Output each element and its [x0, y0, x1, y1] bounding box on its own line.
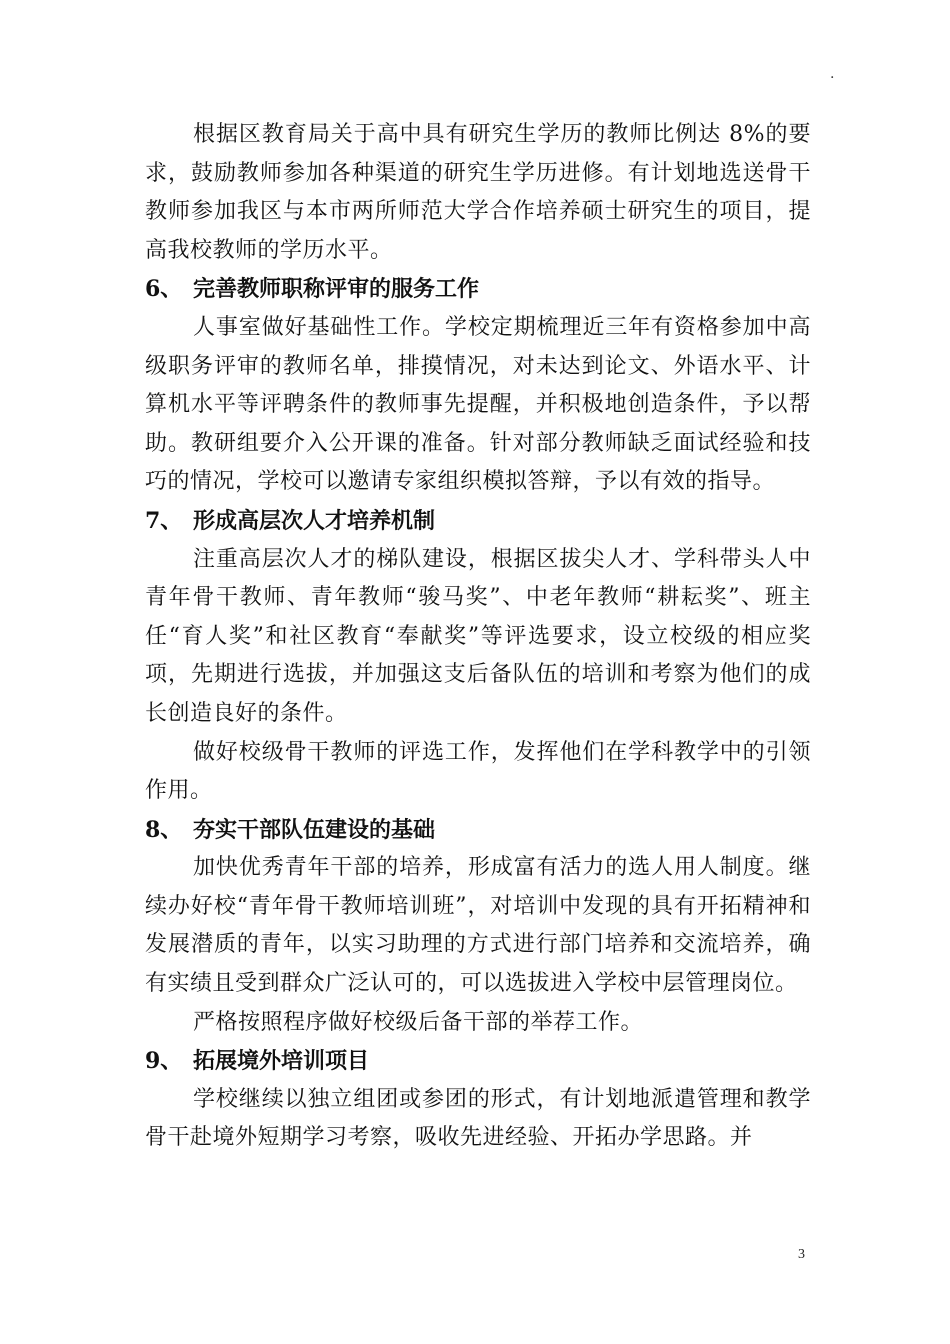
heading-text: 完善教师职称评审的服务工作 — [193, 276, 480, 303]
paragraph-reserve-cadres: 严格按照程序做好校级后备干部的举荐工作。 — [193, 1009, 644, 1035]
heading-number: 8、 — [145, 816, 183, 843]
top-mark: . — [830, 66, 835, 82]
paragraph-degree-study: 根据区教育局关于高中具有研究生学历的教师比例达 8%的要求，鼓励教师参加各种渠道的研究生学历进修。有计划地选送骨干教师参加我区与本市两所师范大学合作培养硕士研究生的项目，提高我校教师的学历水平。 — [145, 122, 811, 263]
heading-cadre-foundation — [145, 811, 811, 850]
heading-text: 拓展境外培训项目 — [193, 1048, 370, 1075]
heading-overseas-training — [145, 1042, 811, 1081]
heading-talent-mechanism — [145, 502, 811, 541]
heading-title-review — [145, 270, 811, 309]
heading-number: 7、 — [145, 507, 183, 534]
heading-number: 6、 — [145, 276, 183, 303]
paragraph-young-cadres: 加快优秀青年干部的培养，形成富有活力的选人用人制度。继续办好校“青年骨干教师培训班”，对培训中发现的具有开拓精神和发展潜质的青年，以实习助理的方式进行部门培养和交流培养，确有实绩且受到群众广泛认可的，可以选拔进入学校中层管理岗位。 — [145, 855, 811, 997]
page-number: 3 — [798, 1247, 805, 1262]
heading-text: 形成高层次人才培养机制 — [193, 507, 436, 534]
paragraph-backbone-selection: 做好校级骨干教师的评选工作，发挥他们在学科教学中的引领作用。 — [145, 739, 811, 804]
heading-text: 夯实干部队伍建设的基础 — [193, 816, 436, 843]
paragraph-talent-echelon: 注重高层次人才的梯队建设，根据区拔尖人才、学科带头人中青年骨干教师、青年教师“骏马奖”、中老年教师“耕耘奖”、班主任“育人奖”和社区教育“奉献奖”等评选要求，设立校级的相应奖项，先期进行选拔，并加强这支后备队伍的培训和考察为他们的成长创造良好的条件。 — [145, 546, 811, 726]
paragraph-hr-work: 人事室做好基础性工作。学校定期梳理近三年有资格参加中高级职务评审的教师名单，排摸情况，对未达到论文、外语水平、计算机水平等评聘条件的教师事先提醒，并积极地创造条件，予以帮助。教研组要介入公开课的准备。针对部分教师缺乏面试经验和技巧的情况，学校可以邀请专家组织模拟答辩，予以有效的指导。 — [145, 314, 811, 495]
paragraph-overseas-study: 学校继续以独立组团或参团的形式，有计划地派遣管理和教学骨干赴境外短期学习考察，吸收先进经验、开拓办学思路。并 — [145, 1086, 811, 1151]
heading-number: 9、 — [145, 1048, 183, 1075]
document-body — [145, 116, 811, 1158]
